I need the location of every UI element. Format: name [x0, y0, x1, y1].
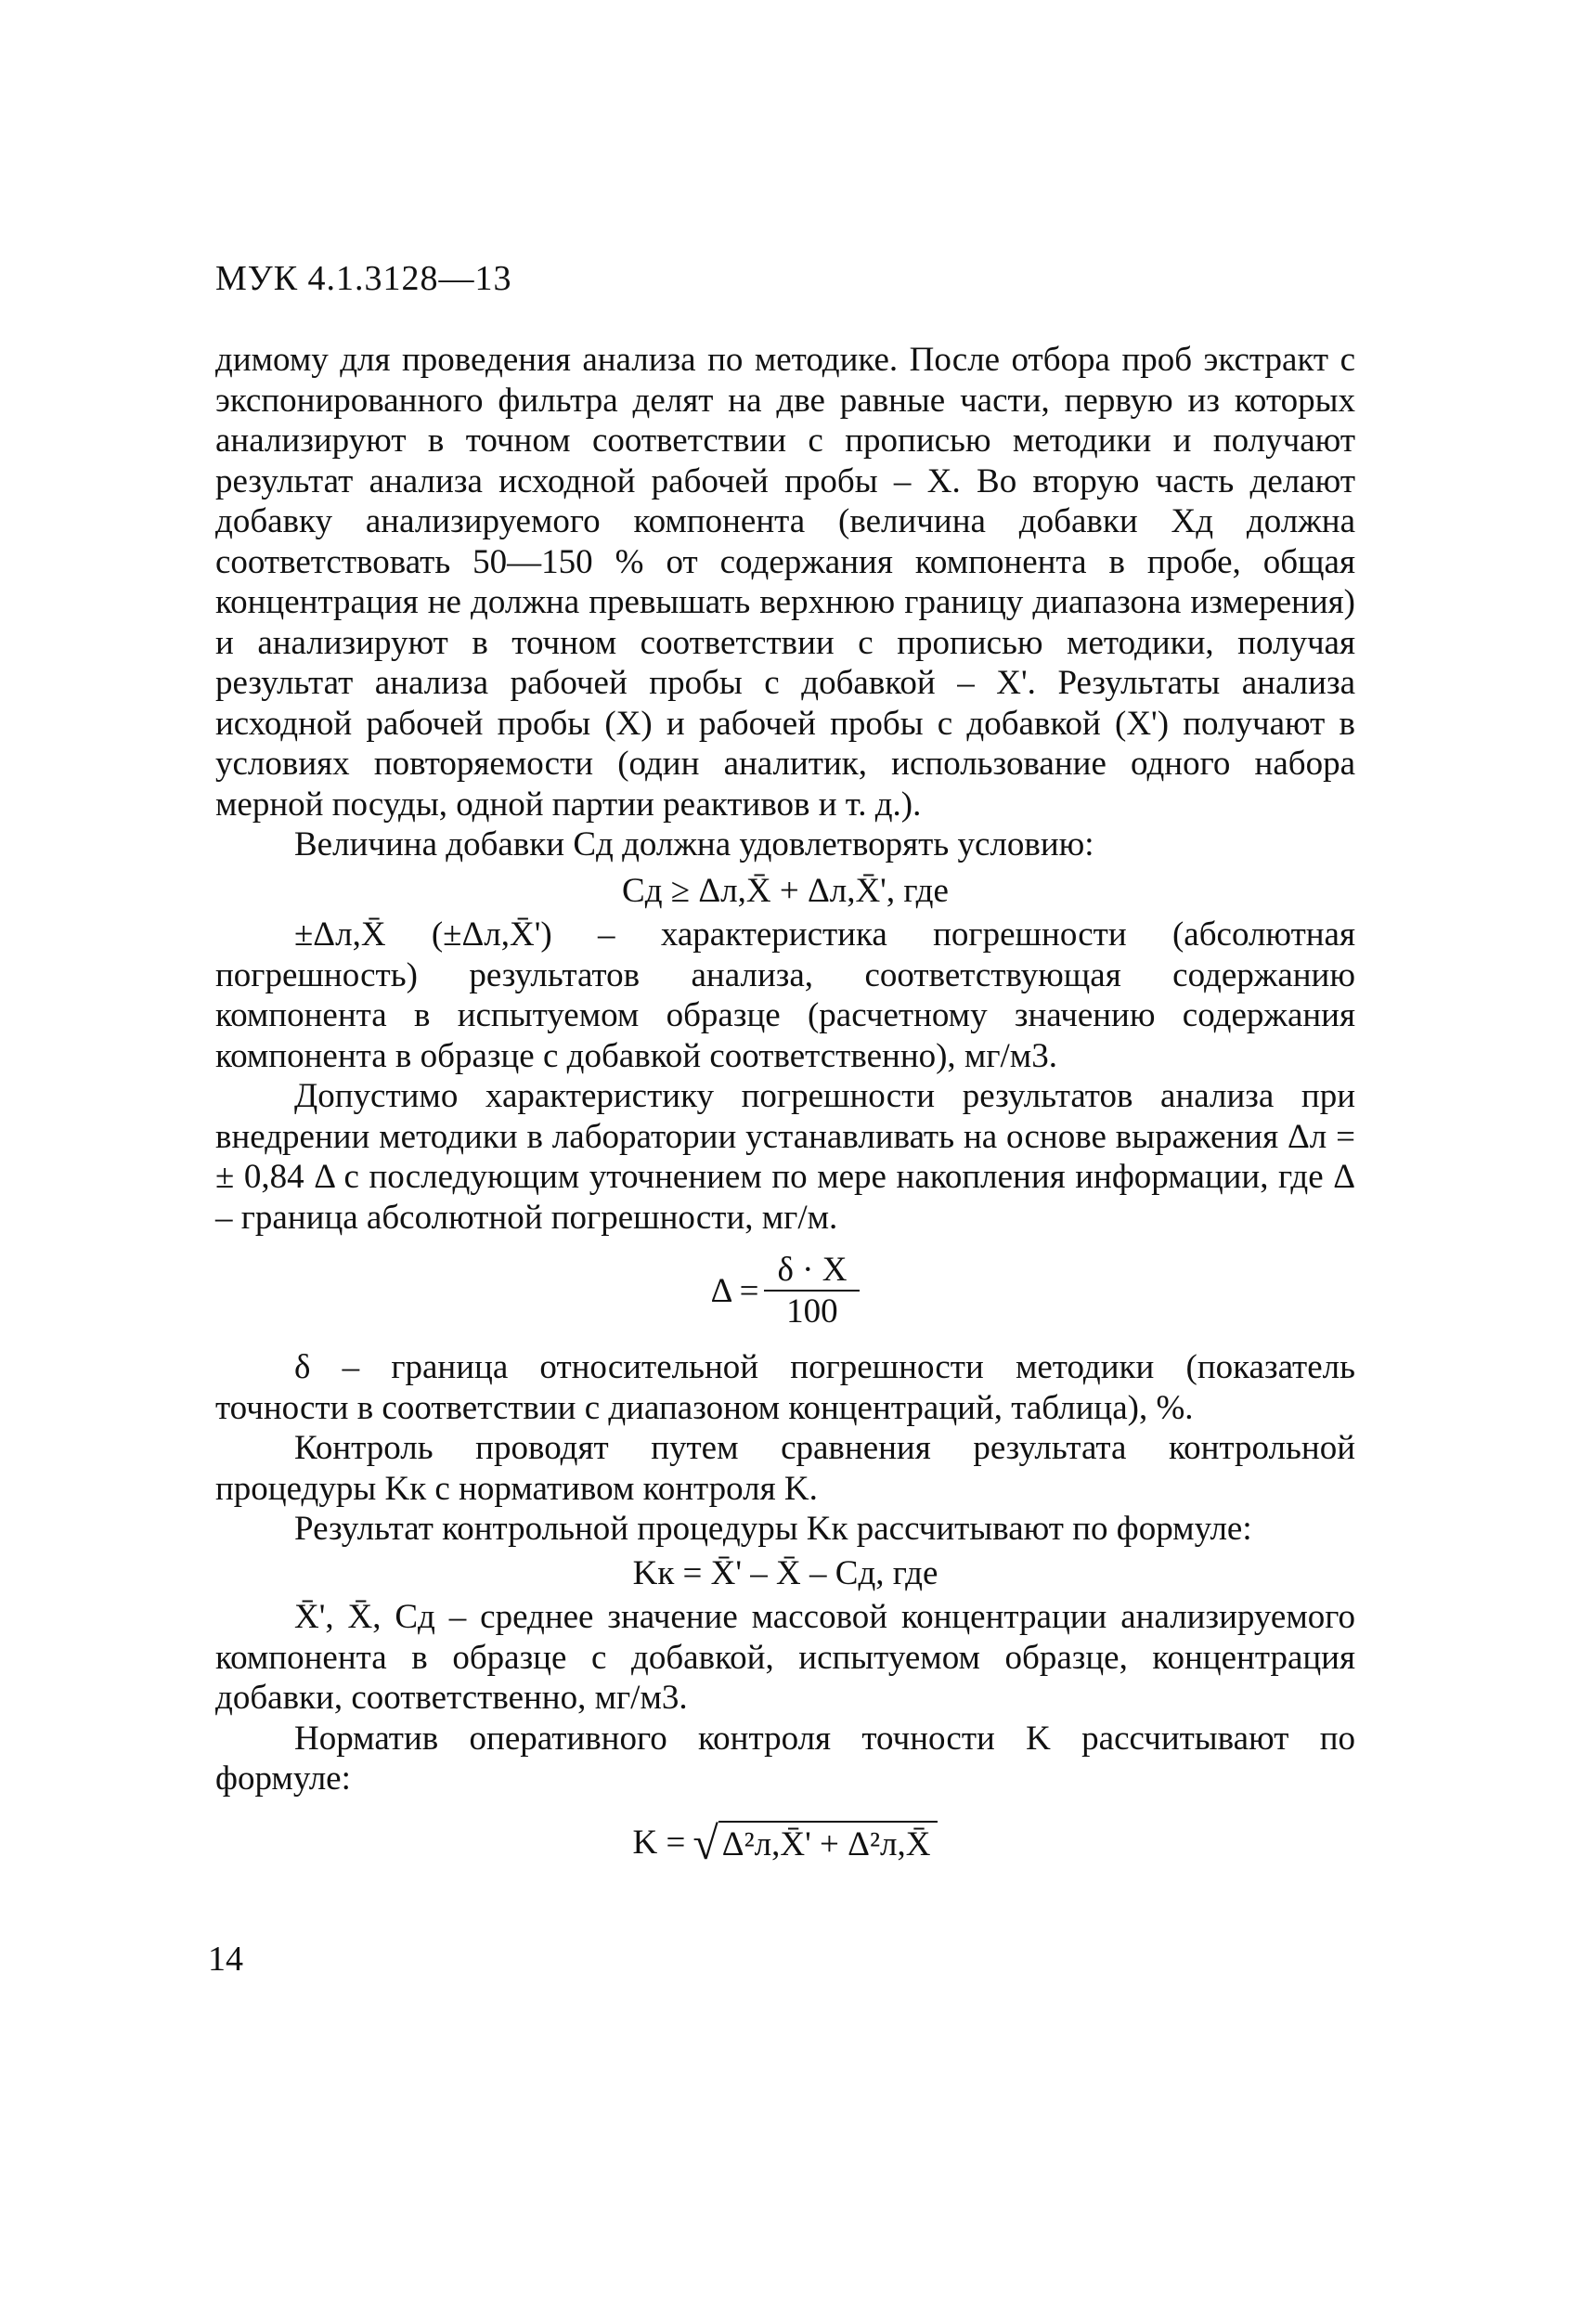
- square-root-radicand: Δ²л,X̄' + Δ²л,X̄: [718, 1821, 938, 1865]
- paragraph-sample-preparation: димому для проведения анализа по методике. После отбора проб экстракт с экспонированного фильтра делят на две равные части, первую из которых анализируют в точном соответствии с прописью методики и получают результат анализа исходной рабочей пробы – X. Во вторую часть делают добавку анализируемого компонента (величина добавки Xд должна соответствовать 50—150 % от содержания компонента в пробе, общая концентрация не должна превышать верхнюю границу диапазона измерения) и анализируют в точном соответствии с прописью методики, получая результат анализа рабочей пробы с добавкой – X'. Результаты анализа исходной рабочей пробы (X) и рабочей пробы с добавкой (X') получают в условиях повторяемости (один аналитик, использование одного набора мерной посуды, одной партии реактивов и т. д.).: [215, 341, 1355, 824]
- paragraph-error-characteristic: ±Δл,X̄ (±Δл,X̄') – характеристика погрешности (абсолютная погрешность) результатов анализа, соответствующая содержанию компонента в испытуемом образце (расчетному значению содержания компонента в образце с добавкой соответственно), мг/м3.: [215, 915, 1355, 1075]
- paragraph-relative-error: δ – граница относительной погрешности методики (показатель точности в соответствии с диапазоном концентраций, таблица), %.: [215, 1348, 1355, 1427]
- paragraph-control-comparison: Контроль проводят путем сравнения результата контрольной процедуры Kк с нормативом контроля K.: [215, 1429, 1355, 1508]
- paragraph-control-result-intro: Результат контрольной процедуры Kк рассчитывают по формуле:: [294, 1510, 1252, 1548]
- formula-control-standard-lhs: K =: [632, 1823, 686, 1862]
- fraction-numerator: δ · X: [764, 1251, 860, 1292]
- formula-absolute-error-lhs: Δ =: [710, 1272, 759, 1311]
- formula-control-result: Kк = X̄' – X̄ – Cд, где: [632, 1553, 938, 1592]
- paragraph-variable-definitions: X̄', X̄, Cд – среднее значение массовой концентрации анализируемого компонента в образце с добавкой, испытуемом образце, концентрация добавки, соответственно, мг/м3.: [215, 1598, 1355, 1717]
- square-root-sign: √: [692, 1816, 718, 1869]
- formula-additive-inequality: Cд ≥ Δл,X̄ + Δл,X̄', где: [622, 871, 949, 910]
- page-body: [215, 340, 1355, 1869]
- page-number: 14: [208, 1940, 243, 1979]
- paragraph-additive-condition: Величина добавки Cд должна удовлетворять условию:: [294, 825, 1094, 863]
- document-code-header: МУК 4.1.3128—13: [215, 259, 512, 298]
- paragraph-control-standard-intro: Норматив оперативного контроля точности K рассчитывают по формуле:: [215, 1719, 1355, 1798]
- formula-absolute-error: [215, 1251, 1355, 1332]
- formula-control-standard: [215, 1816, 1355, 1869]
- fraction-denominator: 100: [786, 1292, 838, 1331]
- paragraph-error-estimation: Допустимо характеристику погрешности результатов анализа при внедрении методики в лаборатории устанавливать на основе выражения Δл = ± 0,84 Δ с последующим уточнением по мере накопления информации, где Δ – граница абсолютной погрешности, мг/м.: [215, 1077, 1355, 1237]
- fraction: [764, 1251, 860, 1332]
